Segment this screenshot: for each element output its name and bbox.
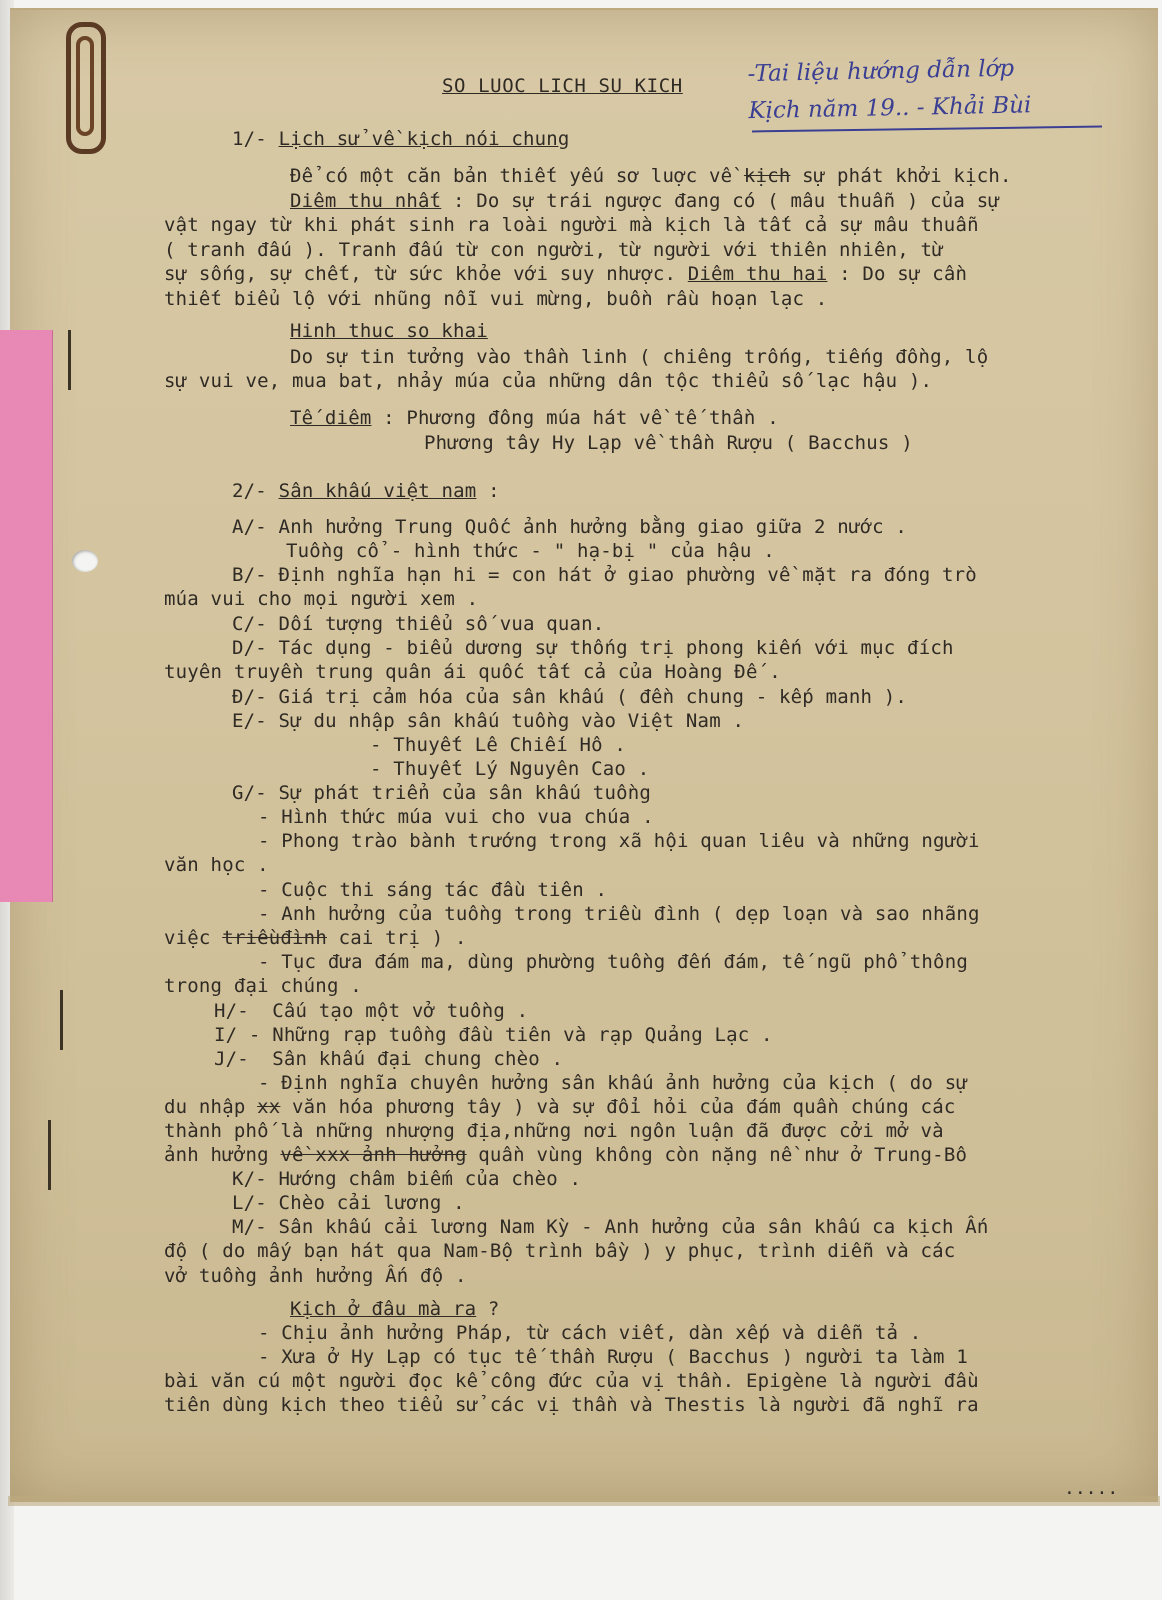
section-heading: Tế diêm xyxy=(290,407,372,429)
text-line xyxy=(370,757,649,781)
text-line xyxy=(164,262,967,286)
continuation-dots: ..... xyxy=(1064,1478,1119,1499)
punch-hole xyxy=(72,550,98,572)
line-text: thành phố là những nhượng địa,những nơi ngôn luận đã được cởi mở và xyxy=(164,1120,944,1142)
text-line xyxy=(164,287,827,311)
line-text: A/- Anh hưởng Trung Quốc ảnh hưởng bằng giao giữa 2 nước . xyxy=(232,516,908,538)
line-text: 2/- xyxy=(232,480,279,502)
text-line xyxy=(290,1297,500,1321)
struck-text: xx xyxy=(257,1096,281,1118)
text-line xyxy=(164,213,979,237)
line-text: - Tục đưa đám ma, dùng phường tuồng đến đám, tế ngũ phổ thông xyxy=(258,951,968,973)
text-line xyxy=(164,1369,979,1393)
text-line xyxy=(286,539,775,563)
line-text: E/- Sự du nhập sân khấu tuồng vào Việt Nam . xyxy=(232,710,745,732)
text-line xyxy=(214,1023,773,1047)
text-line xyxy=(258,1321,921,1345)
text-line xyxy=(290,319,488,343)
text-line xyxy=(232,1215,989,1239)
staple xyxy=(68,330,71,390)
text-line xyxy=(232,1191,465,1215)
line-text: - Anh hưởng của tuồng trong triều đình ( dẹp loạn và sao nhãng xyxy=(258,903,980,925)
line-text: K/- Hướng châm biếm của chèo . xyxy=(232,1168,582,1190)
text-line xyxy=(232,515,907,539)
pink-tab xyxy=(0,330,53,902)
text-line xyxy=(164,1119,944,1143)
line-tail: sự phát khởi kịch. xyxy=(790,165,1012,187)
line-text: sự vui ve, mua bat, nhảy múa của những dân tộc thiểu số lạc hậu ). xyxy=(164,370,933,392)
line-text: - Hình thức múa vui cho vua chúa . xyxy=(258,806,654,828)
section-heading: Sân khấu việt nam xyxy=(278,480,477,502)
line-text: thiết biểu lộ với nhũng nỗi vui mừng, buồn rầu hoạn lạc . xyxy=(164,288,828,310)
text-line xyxy=(214,1047,563,1071)
line-text: I/ - Những rạp tuồng đầu tiên và rạp Quảng Lạc . xyxy=(214,1024,773,1046)
line-text: ( tranh đấu ). Tranh đấu từ con người, từ người với thiên nhiên, từ xyxy=(164,239,944,261)
line-text: L/- Chèo cải lương . xyxy=(232,1192,465,1214)
text-line xyxy=(164,974,362,998)
text-line xyxy=(164,853,269,877)
text-line xyxy=(164,1095,955,1119)
text-line xyxy=(232,127,570,151)
line-text: du nhập xyxy=(164,1096,258,1118)
line-text: M/- Sân khấu cải lương Nam Kỳ - Anh hưởng của sân khấu ca kịch Ấn xyxy=(232,1216,989,1238)
text-line xyxy=(164,1264,467,1288)
line-text: - Chịu ảnh hưởng Pháp, từ cách viết, dàn xếp và diễn tả . xyxy=(258,1322,922,1344)
text-line xyxy=(164,1393,979,1417)
struck-text: về xxx ảnh hưởng xyxy=(280,1144,467,1166)
line-text: Phương tây Hy Lạp về thần Rượu ( Bacchus ) xyxy=(424,432,913,454)
section-heading: Hinh thuc so khai xyxy=(290,320,488,342)
text-line xyxy=(164,1239,955,1263)
text-line xyxy=(290,345,988,369)
page-title: SO LUOC LICH SU KICH xyxy=(442,75,683,97)
line-tail: : xyxy=(476,480,500,502)
text-line xyxy=(232,1167,581,1191)
line-text: trong đại chúng . xyxy=(164,975,362,997)
line-text: 1/- xyxy=(232,128,279,150)
paper-clip-inner xyxy=(76,36,94,136)
struck-text: triềuđình xyxy=(222,927,327,949)
text-line xyxy=(164,369,932,393)
line-text: - Định nghĩa chuyên hưởng sân khấu ảnh hưởng của kịch ( do sự xyxy=(258,1072,968,1094)
text-line xyxy=(214,999,528,1023)
text-line xyxy=(258,1071,968,1095)
line-text: tiên dùng kịch theo tiểu sử các vị thần và Thestis là người đã nghĩ ra xyxy=(164,1394,979,1416)
text-line xyxy=(164,1143,967,1167)
section-heading: Lịch sử về kịch nói chung xyxy=(278,128,570,150)
line-text: D/- Tác dụng - biểu dương sự thống trị phong kiến với mục đích xyxy=(232,637,954,659)
text-line xyxy=(232,563,977,587)
line-text: - Thuyết Lý Nguyên Cao . xyxy=(370,758,650,780)
text-line xyxy=(232,479,500,503)
text-line xyxy=(370,733,626,757)
section-heading: Kịch ở đâu mà ra xyxy=(290,1298,477,1320)
line-text: vật ngay từ khi phát sinh ra loài người mà kịch là tất cả sự mâu thuẫn xyxy=(164,214,979,236)
page-bottom-edge xyxy=(8,1496,1160,1506)
line-text: Để có một căn bản thiết yếu sơ luợc về xyxy=(290,165,744,187)
line-text: - Phong trào bành trướng trong xã hội quan liêu và những người xyxy=(258,830,980,852)
line-text: : Phương đông múa hát về tế thần . xyxy=(371,407,779,429)
line-text: J/- Sân khấu đại chung chèo . xyxy=(214,1048,564,1070)
staple xyxy=(48,1120,51,1190)
staple xyxy=(60,990,63,1050)
text-line xyxy=(290,406,779,430)
text-line xyxy=(258,805,654,829)
text-line xyxy=(232,685,907,709)
text-line xyxy=(232,612,604,636)
line-tail: cai trị ) . xyxy=(326,927,467,949)
line-text: tuyên truyền trung quân ái quốc tất cả của Hoàng Đế . xyxy=(164,661,781,683)
line-text: Do sự tin tưởng vào thần linh ( chiêng trống, tiếng đồng, lộ xyxy=(290,346,989,368)
line-text: sự sống, sự chết, từ sức khỏe với suy nhược. xyxy=(164,263,688,285)
text-line xyxy=(258,950,968,974)
struck-text: kịch xyxy=(743,165,791,187)
line-text: việc xyxy=(164,927,223,949)
line-text: độ ( do mấy bạn hát qua Nam-Bộ trình bầy ) y phục, trình diễn và các xyxy=(164,1240,956,1262)
line-text: - Thuyết Lê Chiếi Hô . xyxy=(370,734,627,756)
text-line xyxy=(164,660,781,684)
text-line xyxy=(164,926,467,950)
line-text: B/- Định nghĩa hạn hi = con hát ở giao phường về mặt ra đóng trò xyxy=(232,564,977,586)
text-line xyxy=(164,587,478,611)
line-text: H/- Cấu tạo một vở tuồng . xyxy=(214,1000,529,1022)
line-text: G/- Sự phát triển của sân khấu tuồng xyxy=(232,782,652,804)
text-line xyxy=(232,636,954,660)
text-line xyxy=(164,238,944,262)
line-text: C/- Dối tượng thiểu số vua quan. xyxy=(232,613,605,635)
text-line xyxy=(258,878,607,902)
text-line xyxy=(258,829,980,853)
text-line xyxy=(232,781,651,805)
handwritten-note-line: Kịch năm 19.. - Khải Bùi xyxy=(748,92,1032,125)
line-text: - Xưa ở Hy Lạp có tục tế thần Rượu ( Bacchus ) người ta làm 1 xyxy=(258,1346,968,1368)
handwritten-note xyxy=(747,48,1148,130)
line-text: Tuồng cổ - hình thức - " hạ-bị " của hậu . xyxy=(286,540,775,562)
line-text: - Cuộc thi sáng tác đầu tiên . xyxy=(258,879,608,901)
line-text: múa vui cho mọi người xem . xyxy=(164,588,479,610)
text-line xyxy=(258,1345,968,1369)
text-line xyxy=(424,431,913,455)
line-text: vở tuồng ảnh hưởng Ấn độ . xyxy=(164,1265,467,1287)
line-text: bài văn cú một người đọc kể công đức của vị thần. Epigène là người đầu xyxy=(164,1370,979,1392)
text-line xyxy=(290,164,1012,188)
line-text: Đ/- Giá trị cảm hóa của sân khấu ( đền chung - kếp manh ). xyxy=(232,686,908,708)
text-line xyxy=(258,902,980,926)
section-heading: Diêm thu hai xyxy=(687,263,828,285)
text-line xyxy=(232,709,744,733)
text-line xyxy=(290,189,1000,213)
line-text: ảnh hưởng xyxy=(164,1144,281,1166)
line-tail: quần vùng không còn nặng nề như ở Trung-Bô xyxy=(466,1144,968,1166)
line-tail: ? xyxy=(476,1298,500,1320)
line-text: : Do sự trái ngược đang có ( mâu thuẫn ) của sự xyxy=(441,190,1000,212)
line-text: văn học . xyxy=(164,854,269,876)
handwritten-note-line: -Tai liệu hướng dẫn lớp xyxy=(747,55,1015,88)
line-tail: : Do sự cần xyxy=(827,263,968,285)
section-heading: Diêm thu nhất xyxy=(290,190,442,212)
line-tail: văn hóa phương tây ) và sự đổi hỏi của đám quần chúng các xyxy=(280,1096,956,1118)
